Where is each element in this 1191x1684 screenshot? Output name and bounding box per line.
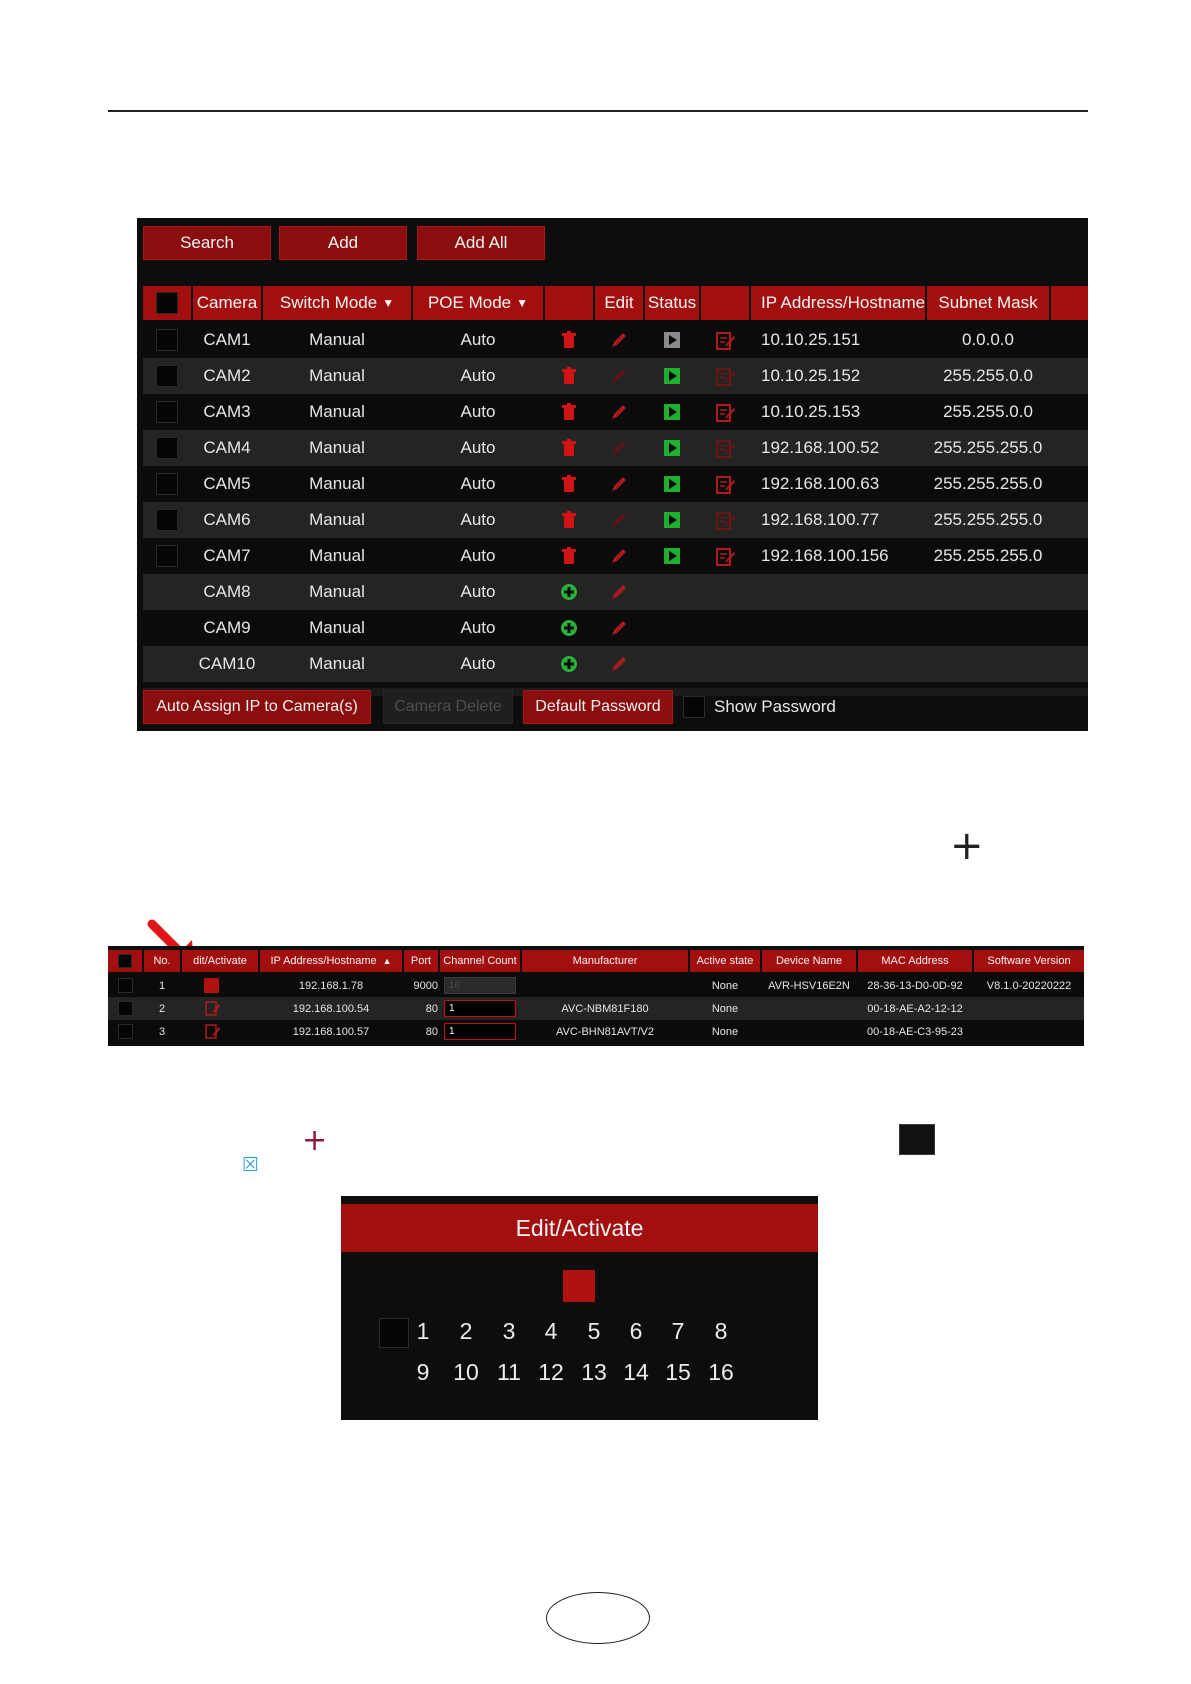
header-port: Port xyxy=(404,950,438,972)
switch-mode-value[interactable]: Manual xyxy=(309,582,365,601)
ip-address-value xyxy=(761,646,931,682)
table-row[interactable] xyxy=(143,574,1088,610)
plus-icon: + xyxy=(950,823,984,869)
status-play-icon[interactable] xyxy=(663,439,681,457)
header-edit-activate: dit/Activate xyxy=(182,950,258,972)
poe-mode-value[interactable]: Auto xyxy=(460,510,496,529)
row-checkbox[interactable] xyxy=(156,329,178,351)
header-device-name: Device Name xyxy=(762,950,856,972)
status-play-icon[interactable] xyxy=(663,475,681,493)
status-play-icon[interactable] xyxy=(663,403,681,421)
status-play-icon[interactable] xyxy=(663,511,681,529)
search-button[interactable]: Search xyxy=(143,226,271,260)
poe-mode-value[interactable]: Auto xyxy=(460,546,496,565)
header-switch-mode-label: Switch Mode xyxy=(279,293,378,312)
camera-name: CAM10 xyxy=(198,654,256,673)
table-row[interactable] xyxy=(143,502,1088,538)
poe-mode-value[interactable]: Auto xyxy=(460,366,496,385)
delete-trash-icon[interactable] xyxy=(560,403,578,421)
active-state-value: None xyxy=(711,1002,739,1015)
channel-10-button[interactable]: 10 xyxy=(453,1359,479,1385)
delete-trash-icon[interactable] xyxy=(560,511,578,529)
edit-pencil-icon[interactable] xyxy=(610,403,628,421)
ip-address-value xyxy=(761,574,931,610)
mac-address-value: 00-18-AE-A2-12-12 xyxy=(867,1002,963,1015)
active-channel-indicator xyxy=(563,1270,595,1302)
channel-count-input[interactable]: 16 xyxy=(444,977,516,994)
delete-trash-icon[interactable] xyxy=(560,331,578,349)
table-row[interactable] xyxy=(143,322,1088,358)
header-ip[interactable]: IP Address/Hostname xyxy=(751,286,925,320)
config-document-icon[interactable] xyxy=(715,403,733,421)
subnet-mask-value xyxy=(927,646,1049,682)
ip-address-value: 10.10.25.152 xyxy=(761,366,861,385)
ip-address-value: 192.168.100.54 xyxy=(292,1002,370,1015)
channel-12-button[interactable]: 12 xyxy=(538,1359,564,1385)
edit-pencil-icon[interactable] xyxy=(610,619,628,637)
channel-count-input[interactable]: 1 xyxy=(444,1023,516,1040)
subnet-mask-value: 255.255.255.0 xyxy=(933,438,1043,457)
camera-delete-button[interactable]: Camera Delete xyxy=(383,690,513,724)
add-all-button[interactable]: Add All xyxy=(417,226,545,260)
poe-mode-value[interactable]: Auto xyxy=(460,618,496,637)
ip-address-value: 10.10.25.151 xyxy=(761,330,861,349)
edit-pencil-icon[interactable] xyxy=(610,367,628,385)
switch-mode-value[interactable]: Manual xyxy=(309,330,365,349)
subnet-mask-value: 255.255.255.0 xyxy=(933,474,1043,493)
header-poe-mode-label: POE Mode xyxy=(427,293,512,312)
subnet-mask-value: 255.255.255.0 xyxy=(933,546,1043,565)
port-value: 80 xyxy=(425,1002,438,1015)
header-select-cell xyxy=(108,950,142,972)
active-state-value: None xyxy=(711,1025,739,1038)
config-document-icon[interactable] xyxy=(715,439,733,457)
auto-assign-ip-button[interactable]: Auto Assign IP to Camera(s) xyxy=(143,690,371,724)
header-mac: MAC Address xyxy=(858,950,972,972)
header-active-state: Active state xyxy=(690,950,760,972)
software-version-value xyxy=(974,1020,1084,1043)
subnet-mask-value: 255.255.0.0 xyxy=(943,402,1033,421)
ip-address-value: 192.168.100.63 xyxy=(761,474,880,493)
table-row[interactable] xyxy=(143,466,1088,502)
channel-1-button[interactable]: 1 xyxy=(416,1318,430,1344)
edit-document-icon[interactable] xyxy=(204,1000,220,1016)
camera-name: CAM1 xyxy=(203,330,251,349)
subnet-mask-value: 255.255.0.0 xyxy=(943,366,1033,385)
config-document-icon[interactable] xyxy=(715,331,733,349)
channel-14-button[interactable]: 14 xyxy=(623,1359,649,1385)
port-value: 80 xyxy=(425,1025,438,1038)
poe-mode-value[interactable]: Auto xyxy=(460,582,496,601)
subnet-mask-value: 0.0.0.0 xyxy=(962,330,1014,349)
header-manufacturer: Manufacturer xyxy=(522,950,688,972)
row-checkbox[interactable] xyxy=(156,545,178,567)
delete-trash-icon[interactable] xyxy=(560,547,578,565)
select-all-checkbox[interactable] xyxy=(156,292,178,314)
header-status: Status xyxy=(645,286,699,320)
row-checkbox[interactable] xyxy=(156,437,178,459)
switch-mode-value[interactable]: Manual xyxy=(309,546,365,565)
header-select-cell xyxy=(143,286,191,320)
status-play-icon[interactable] xyxy=(663,367,681,385)
header-camera[interactable]: Camera xyxy=(193,286,261,320)
manufacturer-value: AVC-NBM81F180 xyxy=(561,1002,649,1015)
camera-name: CAM5 xyxy=(203,474,251,493)
poe-mode-value[interactable]: Auto xyxy=(460,474,496,493)
channel-8-button[interactable]: 8 xyxy=(714,1318,728,1344)
header-more xyxy=(1051,286,1088,320)
manufacturer-value: AVC-BHN81AVT/V2 xyxy=(555,1025,654,1038)
software-version-value xyxy=(974,997,1084,1020)
header-subnet[interactable]: Subnet Mask xyxy=(927,286,1049,320)
channel-count-input[interactable]: 1 xyxy=(444,1000,516,1017)
dialog-title: Edit/Activate xyxy=(341,1204,818,1252)
subnet-mask-value: 255.255.255.0 xyxy=(933,510,1043,529)
config-document-icon[interactable] xyxy=(715,367,733,385)
table-row[interactable] xyxy=(143,610,1088,646)
default-password-button[interactable]: Default Password xyxy=(523,690,673,724)
add-button[interactable]: Add xyxy=(279,226,407,260)
camera-name: CAM2 xyxy=(203,366,251,385)
switch-mode-value[interactable]: Manual xyxy=(309,618,365,637)
mac-address-value: 00-18-AE-C3-95-23 xyxy=(867,1025,963,1038)
header-poe-mode[interactable] xyxy=(413,286,543,320)
switch-mode-value[interactable]: Manual xyxy=(309,510,365,529)
camera-name: CAM3 xyxy=(203,402,251,421)
channel-7-button[interactable]: 7 xyxy=(671,1318,685,1344)
row-checkbox[interactable] xyxy=(156,365,178,387)
channel-15-button[interactable]: 15 xyxy=(665,1359,691,1385)
add-camera-icon[interactable] xyxy=(560,655,578,673)
poe-mode-value[interactable]: Auto xyxy=(460,654,496,673)
row-checkbox[interactable] xyxy=(118,978,133,993)
device-search-panel xyxy=(108,946,1084,1046)
header-no: No. xyxy=(144,950,180,972)
ip-address-value: 192.168.100.52 xyxy=(761,438,880,457)
ip-address-value: 192.168.100.77 xyxy=(761,510,880,529)
port-value: 9000 xyxy=(413,979,438,992)
header-software-version: Software Version xyxy=(974,950,1084,972)
show-password-checkbox[interactable] xyxy=(683,696,705,718)
switch-mode-value[interactable]: Manual xyxy=(309,438,365,457)
channel-4-button[interactable]: 4 xyxy=(544,1318,558,1344)
sort-down-icon: ▼ xyxy=(382,296,395,310)
status-offline-icon[interactable] xyxy=(663,331,681,349)
header-switch-mode[interactable] xyxy=(263,286,411,320)
select-all-checkbox[interactable] xyxy=(118,954,132,968)
device-name-value xyxy=(762,997,856,1020)
camera-name: CAM8 xyxy=(203,582,251,601)
row-checkbox[interactable] xyxy=(118,1001,133,1016)
edit-pencil-icon[interactable] xyxy=(610,439,628,457)
device-name-value xyxy=(762,1020,856,1043)
active-state-value: None xyxy=(711,979,739,992)
edit-activate-dialog xyxy=(341,1196,818,1420)
channel-11-button[interactable]: 11 xyxy=(497,1359,521,1385)
edit-pencil-icon[interactable] xyxy=(610,331,628,349)
edit-pencil-icon[interactable] xyxy=(610,547,628,565)
channel-9-button[interactable]: 9 xyxy=(416,1359,430,1385)
table-row[interactable] xyxy=(108,997,1084,1020)
config-document-icon[interactable] xyxy=(715,511,733,529)
subnet-mask-value xyxy=(927,574,1049,610)
delete-trash-icon[interactable] xyxy=(560,475,578,493)
manufacturer-value xyxy=(522,974,688,997)
camera-name: CAM9 xyxy=(203,618,251,637)
ip-address-value: 192.168.100.57 xyxy=(292,1025,370,1038)
status-play-icon[interactable] xyxy=(663,547,681,565)
poe-mode-value[interactable]: Auto xyxy=(460,402,496,421)
camera-list-panel xyxy=(137,218,1088,731)
header-channel-count: Channel Count xyxy=(440,950,520,972)
table-row[interactable] xyxy=(108,974,1084,997)
row-number: 3 xyxy=(158,1025,166,1038)
config-document-icon[interactable] xyxy=(715,475,733,493)
table-row[interactable] xyxy=(143,430,1088,466)
ip-address-value: 192.168.1.78 xyxy=(298,979,364,992)
edit-pencil-icon[interactable] xyxy=(610,655,628,673)
delete-trash-icon[interactable] xyxy=(560,367,578,385)
channel-13-button[interactable]: 13 xyxy=(581,1359,607,1385)
device-table-body xyxy=(108,974,1084,1044)
switch-mode-value[interactable]: Manual xyxy=(309,474,365,493)
camera-name: CAM6 xyxy=(203,510,251,529)
header-edit: Edit xyxy=(595,286,643,320)
camera-name: CAM7 xyxy=(203,546,251,565)
ip-address-value xyxy=(761,610,931,646)
sort-up-icon: ▲ xyxy=(382,956,392,966)
mac-address-value: 28-36-13-D0-0D-92 xyxy=(867,979,963,992)
sort-down-icon: ▼ xyxy=(516,296,529,310)
device-name-value: AVR-HSV16E2N xyxy=(768,979,850,992)
row-number: 1 xyxy=(158,979,166,992)
ip-address-value: 10.10.25.153 xyxy=(761,402,861,421)
channel-6-button[interactable]: 6 xyxy=(629,1318,643,1344)
channel-3-button[interactable]: 3 xyxy=(502,1318,516,1344)
checkbox-x-icon: ☒ xyxy=(242,1154,260,1176)
channel-5-button[interactable]: 5 xyxy=(587,1318,601,1344)
row-number: 2 xyxy=(158,1002,166,1015)
edit-activate-icon[interactable] xyxy=(204,978,219,993)
poe-mode-value[interactable]: Auto xyxy=(460,330,496,349)
switch-mode-value[interactable]: Manual xyxy=(309,654,365,673)
software-version-value: V8.1.0-20220222 xyxy=(986,979,1072,992)
table-row[interactable] xyxy=(143,646,1088,682)
edit-document-icon[interactable] xyxy=(204,1023,220,1039)
device-table-header xyxy=(108,950,1084,972)
table-row[interactable] xyxy=(143,538,1088,574)
camera-table-body xyxy=(143,322,1088,688)
page-number-oval xyxy=(546,1592,650,1644)
row-checkbox[interactable] xyxy=(118,1024,133,1039)
plus-icon: + xyxy=(302,1123,328,1158)
table-row[interactable] xyxy=(143,358,1088,394)
channel-2-button[interactable]: 2 xyxy=(459,1318,473,1344)
channel-16-button[interactable]: 16 xyxy=(708,1359,734,1385)
checkbox-icon xyxy=(899,1124,935,1155)
row-checkbox[interactable] xyxy=(156,401,178,423)
table-row[interactable] xyxy=(108,1020,1084,1043)
add-camera-icon[interactable] xyxy=(560,619,578,637)
table-row[interactable] xyxy=(143,394,1088,430)
header-ip-label: IP Address/Hostname xyxy=(270,955,377,967)
subnet-mask-value xyxy=(927,610,1049,646)
row-checkbox[interactable] xyxy=(156,473,178,495)
add-camera-icon[interactable] xyxy=(560,583,578,601)
page-top-rule xyxy=(108,110,1088,112)
delete-trash-icon[interactable] xyxy=(560,439,578,457)
poe-mode-value[interactable]: Auto xyxy=(460,438,496,457)
row-checkbox[interactable] xyxy=(156,509,178,531)
show-password-label: Show Password xyxy=(714,697,836,716)
header-delete xyxy=(545,286,593,320)
config-document-icon[interactable] xyxy=(715,547,733,565)
camera-table-header xyxy=(143,286,1088,320)
switch-mode-value[interactable]: Manual xyxy=(309,402,365,421)
ip-address-value: 192.168.100.156 xyxy=(761,546,889,565)
edit-pencil-icon[interactable] xyxy=(610,511,628,529)
camera-name: CAM4 xyxy=(203,438,251,457)
switch-mode-value[interactable]: Manual xyxy=(309,366,365,385)
edit-pencil-icon[interactable] xyxy=(610,475,628,493)
edit-pencil-icon[interactable] xyxy=(610,583,628,601)
header-ip[interactable] xyxy=(260,950,402,972)
header-config xyxy=(701,286,749,320)
